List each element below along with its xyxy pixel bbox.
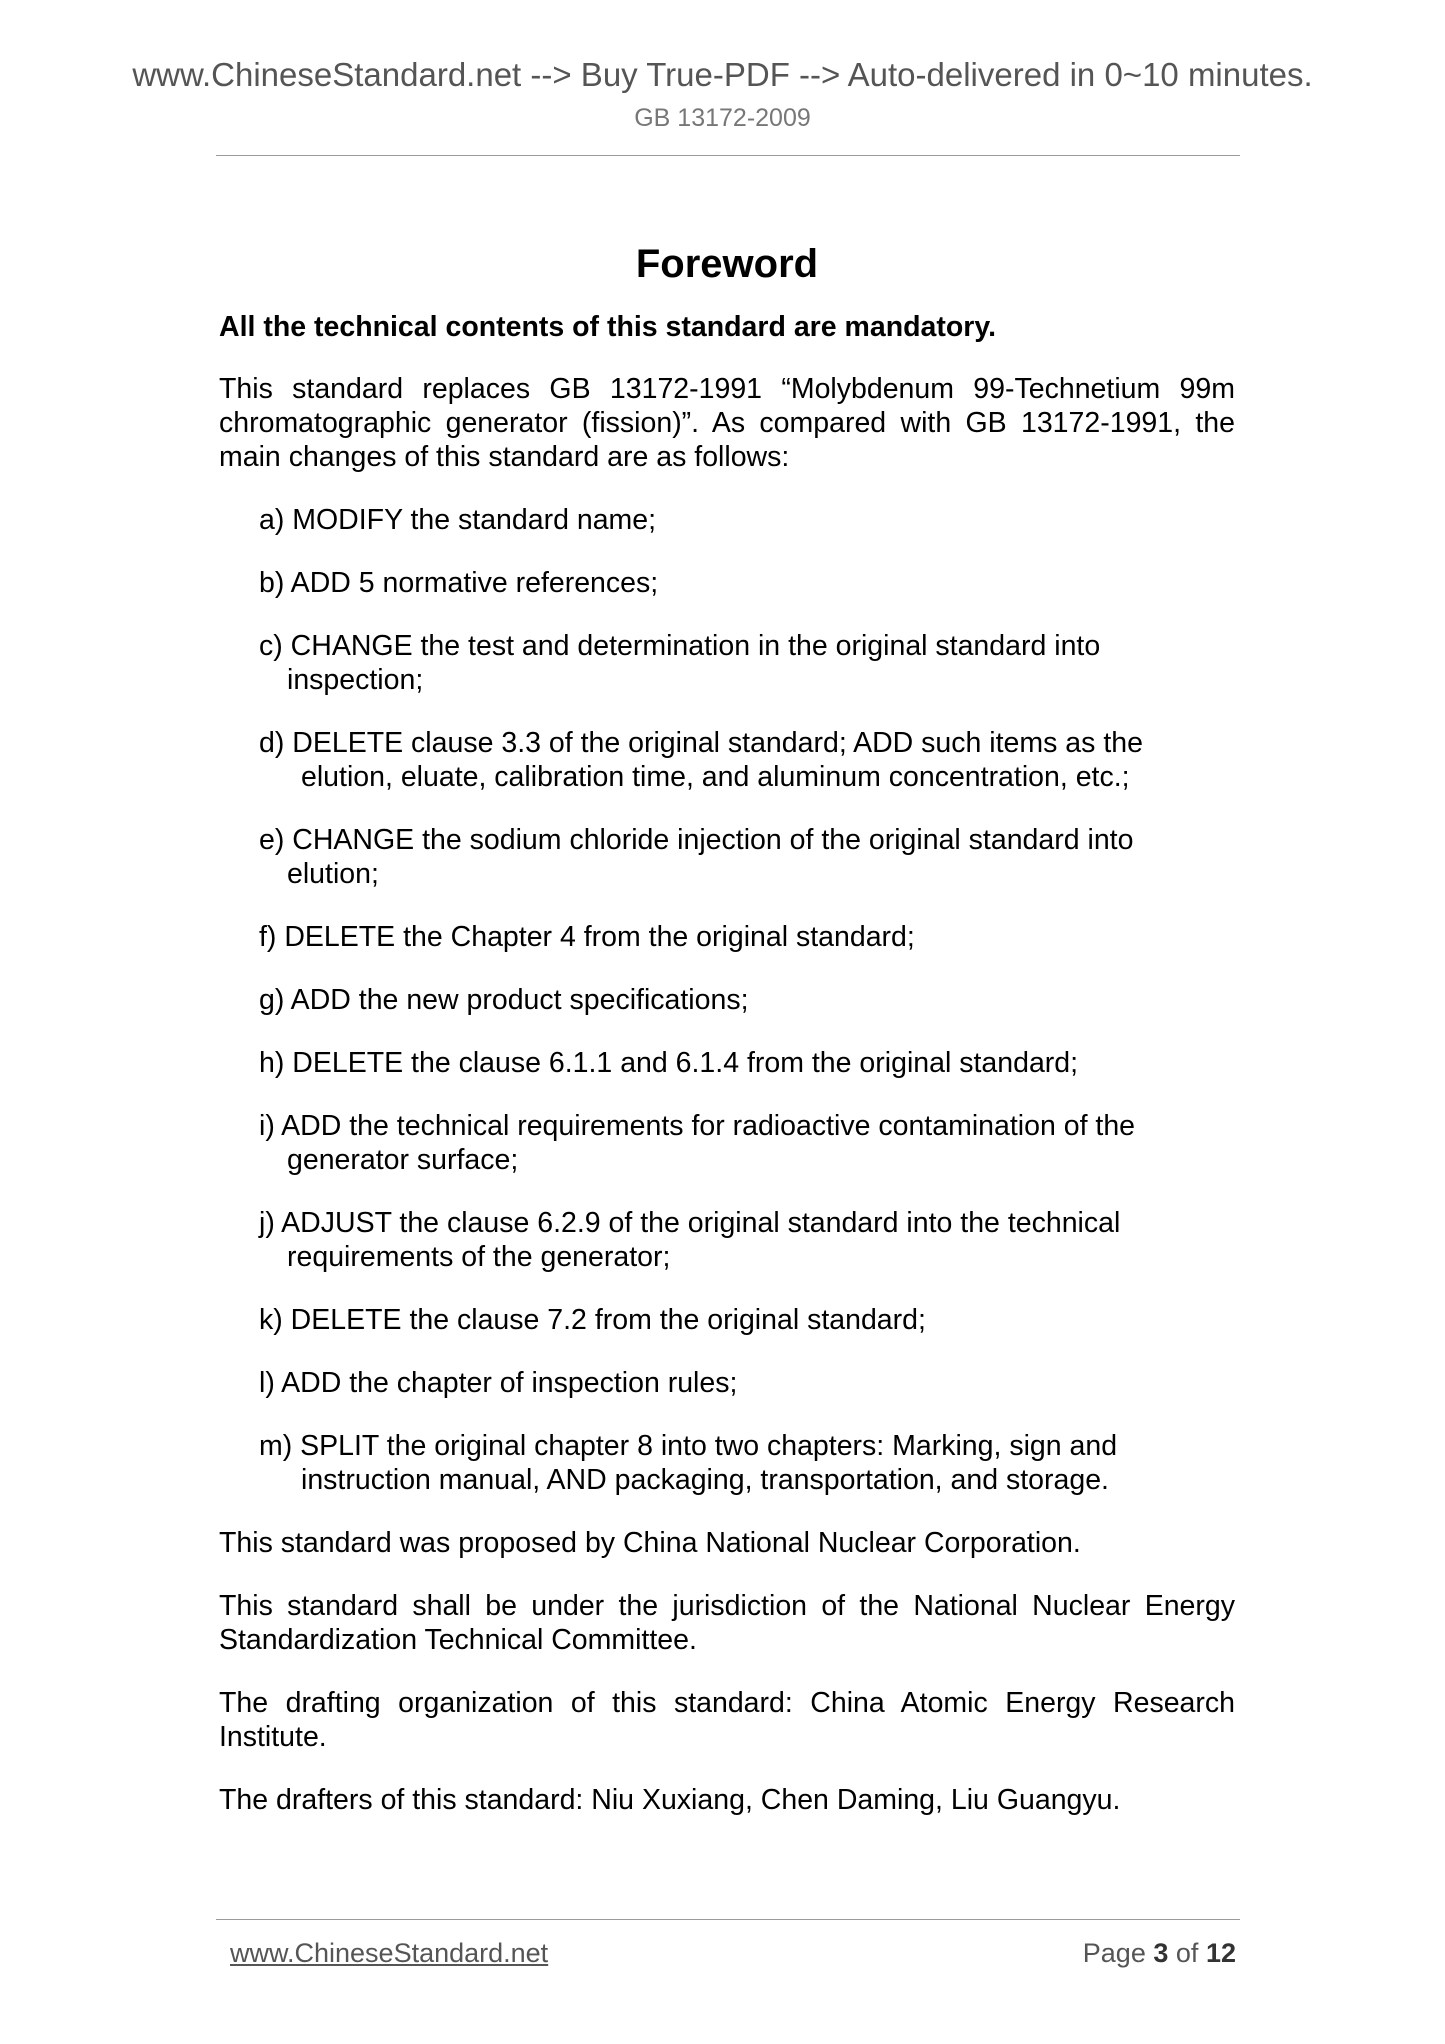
mandatory-statement: All the technical contents of this standard are mandatory.: [219, 311, 997, 343]
list-item: h) DELETE the clause 6.1.1 and 6.1.4 from the original standard;: [259, 1047, 1079, 1079]
list-item: c) CHANGE the test and determination in the original standard into inspection;: [259, 630, 1101, 696]
list-item: d) DELETE clause 3.3 of the original standard; ADD such items as the elution, eluate, calibration time, and aluminum concentration, etc.;: [259, 727, 1143, 793]
document-body: [219, 240, 1235, 1846]
page-title: Foreword: [635, 242, 819, 286]
list-item: a) MODIFY the standard name;: [259, 504, 657, 536]
document-id: GB 13172-2009: [634, 104, 811, 132]
header-banner: www.ChineseStandard.net --> Buy True-PDF --> Auto-delivered in 0~10 minutes.: [132, 56, 1313, 93]
footer-link[interactable]: www.ChineseStandard.net: [230, 1938, 549, 1968]
list-item: g) ADD the new product specifications;: [259, 984, 749, 1016]
list-item: l) ADD the chapter of inspection rules;: [259, 1367, 738, 1399]
header-divider: [216, 155, 1240, 156]
list-item: k) DELETE the clause 7.2 from the original standard;: [259, 1304, 926, 1336]
page-number: Page 3 of 12: [1082, 1938, 1236, 1968]
drafting-organization: The drafting organization of this standard: China Atomic Energy Research Institute.: [219, 1687, 1235, 1753]
footer-divider: [216, 1919, 1240, 1920]
list-item: e) CHANGE the sodium chloride injection of the original standard into elution;: [259, 824, 1134, 890]
intro-paragraph: This standard replaces GB 13172-1991 “Molybdenum 99-Technetium 99m chromatographic generator (fission)”. As compared with GB 13172-1991, the main changes of this standard are as follows:: [219, 373, 1235, 473]
drafters: The drafters of this standard: Niu Xuxiang, Chen Daming, Liu Guangyu.: [219, 1784, 1121, 1816]
proposed-by: This standard was proposed by China National Nuclear Corporation.: [219, 1527, 1081, 1559]
changes-list: [219, 503, 1235, 1497]
list-item: f) DELETE the Chapter 4 from the original standard;: [259, 921, 915, 953]
list-item: m) SPLIT the original chapter 8 into two chapters: Marking, sign and instruction manual, AND packaging, transportation, and storage.: [259, 1430, 1118, 1496]
jurisdiction: This standard shall be under the jurisdiction of the National Nuclear Energy Standardization Technical Committee.: [219, 1590, 1235, 1656]
list-item: i) ADD the technical requirements for radioactive contamination of the generator surface;: [259, 1110, 1136, 1176]
list-item: j) ADJUST the clause 6.2.9 of the original standard into the technical requirements of the generator;: [259, 1207, 1121, 1273]
list-item: b) ADD 5 normative references;: [259, 567, 659, 599]
